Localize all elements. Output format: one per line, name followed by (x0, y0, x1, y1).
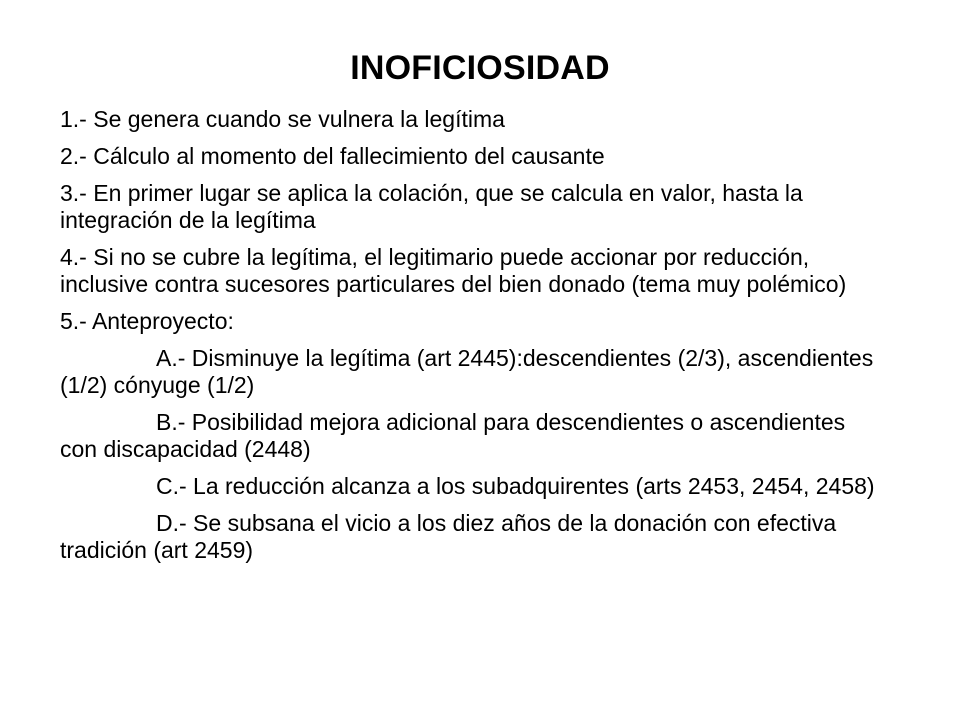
sub-item-d: D.- Se subsana el vicio a los diez años de la donación con efectiva tradición (art 2459) (60, 510, 837, 563)
list-item-2: 2.- Cálculo al momento del fallecimiento del causante (60, 143, 605, 169)
list-item-5: 5.- Anteproyecto: (60, 308, 234, 334)
sub-item-a: A.- Disminuye la legítima (art 2445):descendientes (2/3), ascendientes (1/2) cónyuge (1/2) (60, 345, 874, 398)
slide-title: INOFICIOSIDAD (350, 49, 610, 87)
slide-body (60, 106, 880, 574)
list-item-3: 3.- En primer lugar se aplica la colación, que se calcula en valor, hasta la integración de la legítima (60, 180, 803, 233)
sub-item-c: C.- La reducción alcanza a los subadquirentes (arts 2453, 2454, 2458) (156, 473, 875, 499)
list-item-4: 4.- Si no se cubre la legítima, el legitimario puede accionar por reducción, inclusive contra sucesores particulares del bien donado (tema muy polémico) (60, 244, 847, 297)
list-item-1: 1.- Se genera cuando se vulnera la legítima (60, 106, 505, 132)
sub-item-b: B.- Posibilidad mejora adicional para descendientes o ascendientes con discapacidad (2448) (60, 409, 846, 462)
